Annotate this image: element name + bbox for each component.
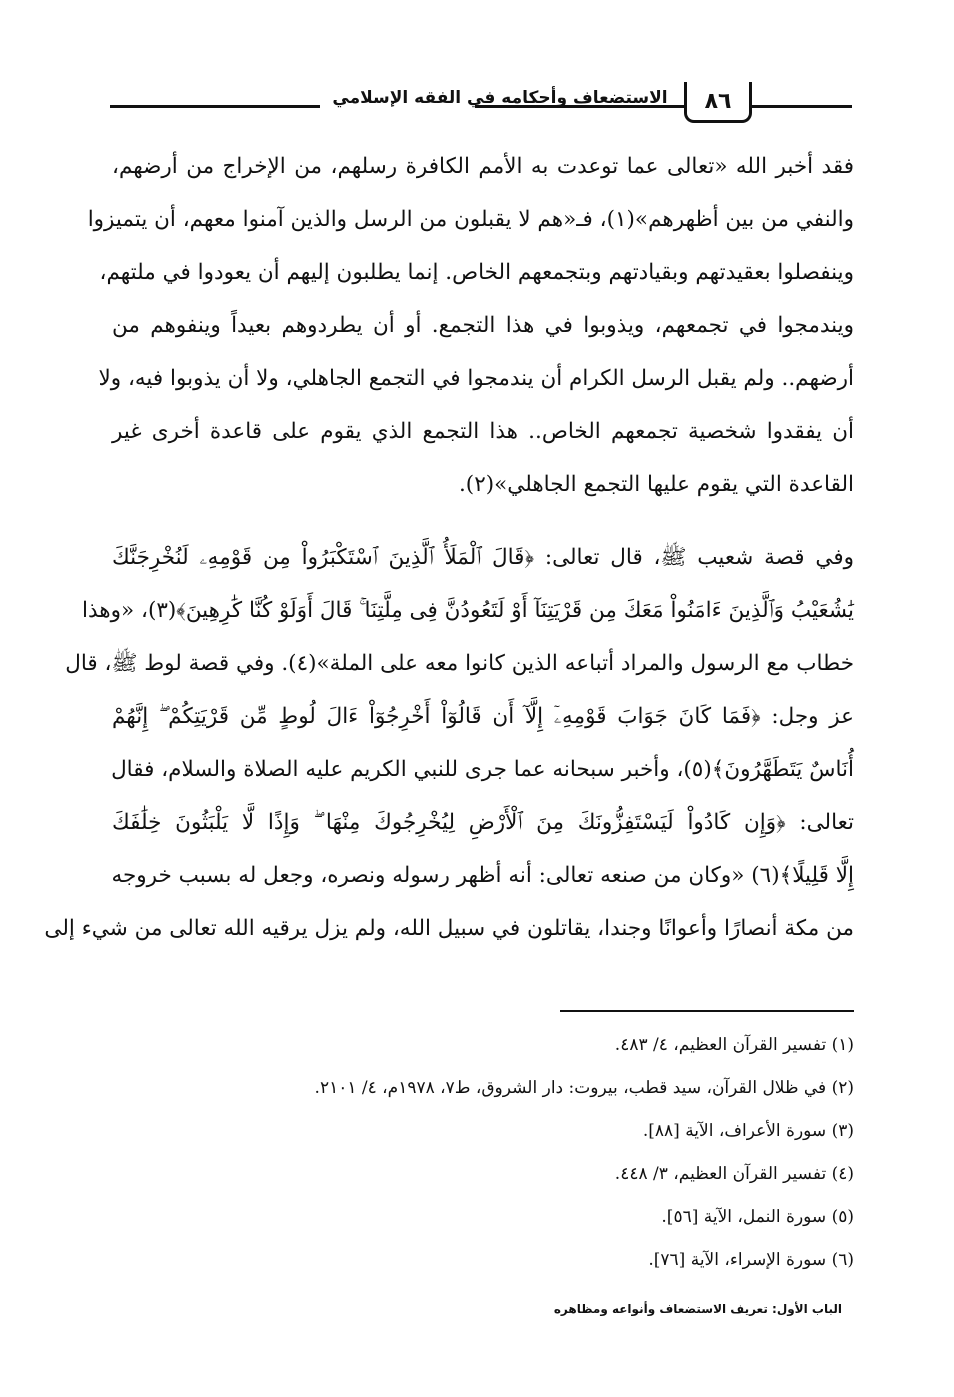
text-line: أُنَاسٌ يَتَطَهَّرُونَ﴾(٥)، وأخبر سبحانه عما جرى للنبي الكريم عليه الصلاة والسلام، فقال [111, 757, 854, 782]
footnote: (٣) سورة الأعراف، الآية [٨٨]. [642, 1121, 854, 1141]
footnote: (٦) سورة الإسراء، الآية [٧٦]. [648, 1250, 854, 1270]
text-line: والنفي من بين أظهرهم»(١)، فـ«هم لا يقبلون من الرسل والذين آمنوا معهم، أن يتميزوا [87, 207, 854, 232]
footnote: (١) تفسير القرآن العظيم، ٤/ ٤٨٣. [614, 1035, 854, 1055]
running-header [110, 70, 852, 130]
text-line: فقد أخبر الله «تعالى عما توعدت به الأمم الكافرة رسلهم، من الإخراج من أرضهم، [112, 154, 854, 179]
footnote: (٢) في ظلال القرآن، سيد قطب، بيروت: دار الشروق، ط٧، ١٩٧٨م، ٤/ ٢١٠١. [314, 1078, 854, 1098]
footnote: (٥) سورة النمل، الآية [٥٦]. [661, 1207, 854, 1227]
text-line: القاعدة التي يقوم عليها التجمع الجاهلي»(٢). [458, 472, 854, 497]
header-title: الاستضعاف وأحكامه في الفقه الإسلامي [332, 88, 668, 108]
text-line: عز وجل: ﴿فَمَا كَانَ جَوَابَ قَوْمِهِۦٓ إِلَّآ أَن قَالُوٓاْ أَخْرِجُوٓاْ ءَالَ لُوطٍ مِّن قَرْيَتِكُمْ ۖ إِنَّهُمْ [112, 704, 854, 729]
text-line: يَٰشُعَيْبُ وَٱلَّذِينَ ءَامَنُواْ مَعَكَ مِن قَرْيَتِنَآ أَوْ لَتَعُودُنَّ فِى مِلَّتِنَا ۚ قَالَ أَوَلَوْ كُنَّا كَٰرِهِينَ﴾(٣)، «وهذا [82, 598, 854, 623]
page-number: ٨٦ [684, 82, 752, 123]
header-rule-left [110, 105, 320, 108]
text-line: وفي قصة شعيب ﷺ، قال تعالى: ﴿قَالَ ٱلْمَلَأُ ٱلَّذِينَ ٱسْتَكْبَرُواْ مِن قَوْمِهِۦ لَنُخْرِجَنَّكَ [112, 545, 854, 570]
text-line: خطاب مع الرسول والمراد أتباعه الذين كانوا معه على الملة»(٤). وفي قصة لوط ﷺ، قال [65, 651, 854, 676]
text-line: وينفصلوا بعقيدتهم وبقيادتهم وبتجمعهم الخاص. إنما يطلبون إليهم أن يعودوا في ملتهم، [99, 260, 854, 285]
text-line: أن يفقدوا شخصية تجمعهم الخاص.. هذا التجمع الذي يقوم على قاعدة أخرى غير [112, 419, 854, 444]
footnotes [112, 1024, 854, 1282]
footnote-separator [560, 1010, 854, 1012]
text-line: من مكة أنصارًا وأعوانًا وجندا، يقاتلون في سبيل الله، ولم يزل يرقيه الله تعالى من شيء إلى [44, 916, 854, 941]
text-line: أرضهم.. ولم يقبل الرسل الكرام أن يندمجوا في التجمع الجاهلي، ولا أن يذوبوا فيه، ولا [98, 366, 854, 391]
text-line: تعالى: ﴿وَإِن كَادُواْ لَيَسْتَفِزُّونَكَ مِنَ ٱلْأَرْضِ لِيُخْرِجُوكَ مِنْهَا ۖ وَإِذًا لَّا يَلْبَثُونَ خِلَٰفَكَ [112, 810, 854, 835]
text-line: ويندمجوا في تجمعهم، ويذوبوا في هذا التجمع. أو أن يطردوهم بعيداً وينفوهم من [112, 313, 854, 338]
main-text [44, 140, 854, 955]
chapter-footer: الباب الأول: تعريف الاستضعاف وأنواعه ومظاهره [553, 1302, 842, 1316]
footnote: (٤) تفسير القرآن العظيم، ٣/ ٤٤٨. [614, 1164, 854, 1184]
text-line: إِلَّا قَلِيلًا﴾(٦) «وكان من صنعه تعالى: أنه أظهر رسوله ونصره، وجعل له بسبب خروجه [111, 863, 854, 888]
